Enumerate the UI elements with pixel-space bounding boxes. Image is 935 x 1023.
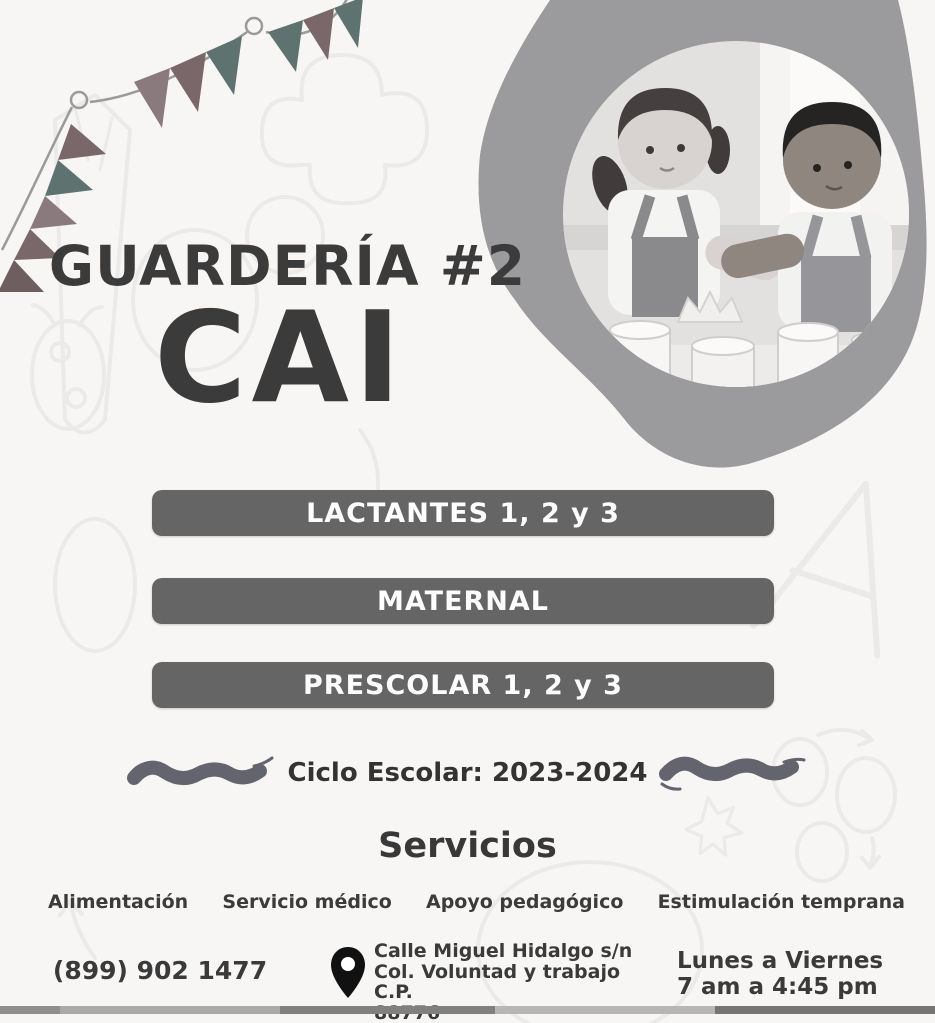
- footer-strip-segment: [495, 1006, 715, 1014]
- school-year-label: Ciclo Escolar: 2023-2024: [287, 758, 648, 788]
- address-line-1: Calle Miguel Hidalgo s/n: [374, 940, 633, 962]
- program-bar-label: MATERNAL: [376, 585, 550, 617]
- schedule-days: Lunes a Viernes: [677, 948, 884, 974]
- brush-squiggle-right-icon: [658, 750, 808, 794]
- program-bar-lactantes: [152, 490, 774, 536]
- footer-strip-segment: [715, 1006, 935, 1014]
- program-bar-label: LACTANTES 1, 2 y 3: [306, 497, 620, 529]
- footer-strip-segment: [280, 1006, 495, 1014]
- service-item-apoyo-pedagogico: Apoyo pedagógico: [425, 891, 624, 913]
- address-line-2: Col. Voluntad y trabajo C.P.: [374, 960, 621, 1003]
- page-title: GUARDERÍA #2: [48, 234, 527, 298]
- footer-strip-segment: [0, 1006, 60, 1014]
- program-bar-prescolar: [152, 662, 774, 708]
- program-bar-label: PRESCOLAR 1, 2 y 3: [303, 669, 623, 701]
- services-list: [0, 891, 935, 913]
- location-pin-icon: [330, 946, 366, 1000]
- schedule-block: [677, 948, 927, 1000]
- page-title-acronym: CAI: [154, 284, 406, 431]
- service-item-estimulacion-temprana: Estimulación temprana: [657, 891, 905, 913]
- program-bar-maternal: [152, 578, 774, 624]
- phone-number: (899) 902 1477: [52, 956, 268, 985]
- services-heading: Servicios: [378, 826, 557, 866]
- schedule-hours: 7 am a 4:45 pm: [677, 974, 878, 1000]
- footer-strip-segment: [60, 1006, 280, 1014]
- service-item-alimentacion: Alimentación: [48, 891, 189, 913]
- service-item-servicio-medico: Servicio médico: [222, 891, 392, 913]
